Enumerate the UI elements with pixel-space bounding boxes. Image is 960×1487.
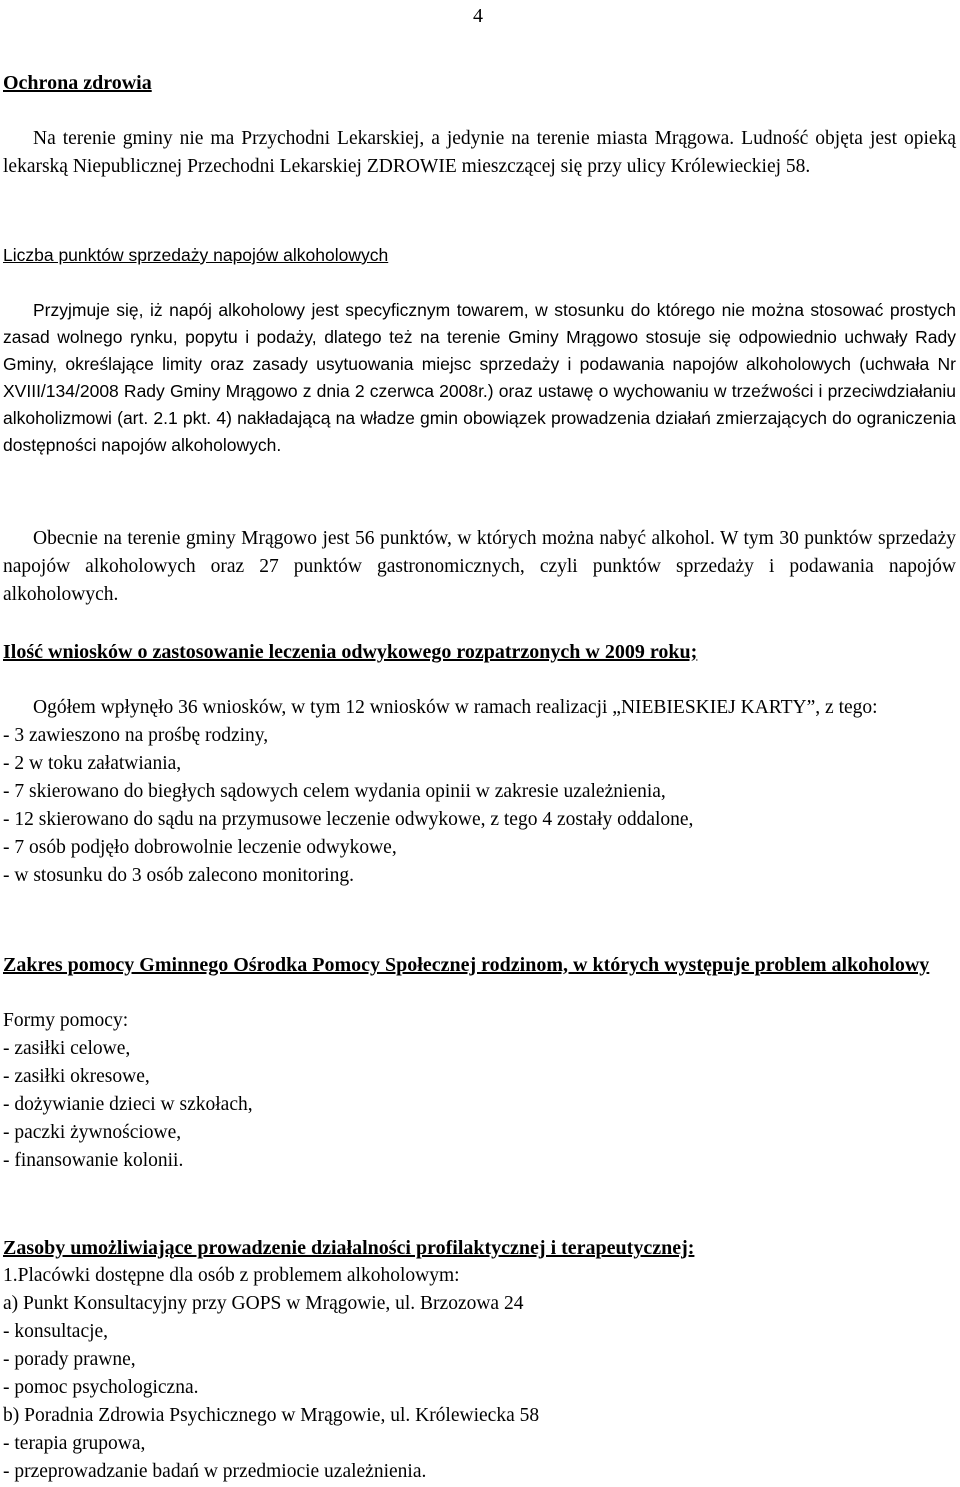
list-item: - 7 skierowano do biegłych sądowych celem wydania opinii w zakresie uzależnienia,	[3, 781, 666, 802]
list-item: - konsultacje,	[3, 1321, 109, 1342]
list-item: - 12 skierowano do sądu na przymusowe leczenie odwykowe, z tego 4 zostały oddalone,	[3, 809, 694, 830]
list-item: - finansowanie kolonii.	[3, 1150, 184, 1171]
list-item: - paczki żywnościowe,	[3, 1122, 182, 1143]
list-item: - terapia grupowa,	[3, 1433, 146, 1454]
section-requests-intro: Ogółem wpłynęło 36 wniosków, w tym 12 wniosków w ramach realizacji „NIEBIESKIEJ KARTY”, z tego:	[33, 697, 878, 718]
section-help-heading: Zakres pomocy Gminnego Ośrodka Pomocy Społecznej rodzinom, w których występuje problem alkoholowy	[3, 954, 930, 976]
list-item: - 3 zawieszono na prośbę rodziny,	[3, 725, 269, 746]
section-requests-heading: Ilość wniosków o zastosowanie leczenia odwykowego rozpatrzonych w 2009 roku;	[3, 641, 698, 663]
section-resources-heading: Zasoby umożliwiające prowadzenie działalności profilaktycznej i terapeutycznej:	[3, 1237, 695, 1259]
list-item: 1.Placówki dostępne dla osób z problemem alkoholowym:	[3, 1265, 460, 1286]
list-item: - dożywianie dzieci w szkołach,	[3, 1094, 253, 1115]
list-item: - zasiłki celowe,	[3, 1038, 131, 1059]
page-number: 4	[473, 5, 483, 27]
list-item: b) Poradnia Zdrowia Psychicznego w Mrągowie, ul. Królewiecka 58	[3, 1405, 540, 1426]
section-health-paragraph: Na terenie gminy nie ma Przychodni Lekarskiej, a jedynie na terenie miasta Mrągowa. Ludność objęta jest opieką lekarską Niepublicznej Przechodni Lekarskiej ZDROWIE mieszczącej się przy ulicy Królewieckiej 58.	[3, 128, 956, 177]
section-alcohol-points-paragraph-2: Obecnie na terenie gminy Mrągowo jest 56 punktów, w których można nabyć alkohol. W tym 30 punktów sprzedaży napojów alkoholowych oraz 27 punktów gastronomicznych, czyli punktów sprzedaży i podawania napojów alkoholowych.	[3, 528, 956, 605]
section-help	[3, 951, 956, 1175]
list-item: - zasiłki okresowe,	[3, 1066, 150, 1087]
list-item: - pomoc psychologiczna.	[3, 1377, 199, 1398]
list-item: - 7 osób podjęło dobrowolnie leczenie odwykowe,	[3, 837, 397, 858]
section-health-heading: Ochrona zdrowia	[3, 72, 152, 94]
section-requests	[3, 638, 956, 890]
list-item: - porady prawne,	[3, 1349, 136, 1370]
list-item: - przeprowadzanie badań w przedmiocie uzależnienia.	[3, 1461, 427, 1482]
section-health	[3, 69, 956, 181]
section-alcohol-points	[3, 242, 956, 459]
list-item: - w stosunku do 3 osób zalecono monitoring.	[3, 865, 354, 886]
section-alcohol-points-paragraph-1: Przyjmuje się, iż napój alkoholowy jest specyficznym towarem, w stosunku do którego nie można stosować prostych zasad wolnego rynku, popytu i podaży, dlatego też na terenie Gminy Mrągowo stosuje się odpowiednio uchwały Rady Gminy, określające limity oraz zasady usytuowania miejsc sprzedaży i podawania napojów alkoholowych (uchwała Nr XVIII/134/2008 Rady Gminy Mrągowo z dnia 2 czerwca 2008r.) oraz ustawę o wychowaniu w trzeźwości i przeciwdziałaniu alkoholizmowi (art. 2.1 pkt. 4) nakładającą na władze gmin obowiązek prowadzenia działań zmierzających do ograniczenia dostępności napojów alkoholowych.	[3, 300, 956, 455]
section-help-intro: Formy pomocy:	[3, 1010, 129, 1031]
section-alcohol-points-paragraph-2-wrap	[3, 525, 956, 609]
section-alcohol-points-heading: Liczba punktów sprzedaży napojów alkoholowych	[3, 245, 389, 265]
list-item: a) Punkt Konsultacyjny przy GOPS w Mrągowie, ul. Brzozowa 24	[3, 1293, 524, 1314]
section-resources	[3, 1234, 956, 1486]
list-item: - 2 w toku załatwiania,	[3, 753, 182, 774]
